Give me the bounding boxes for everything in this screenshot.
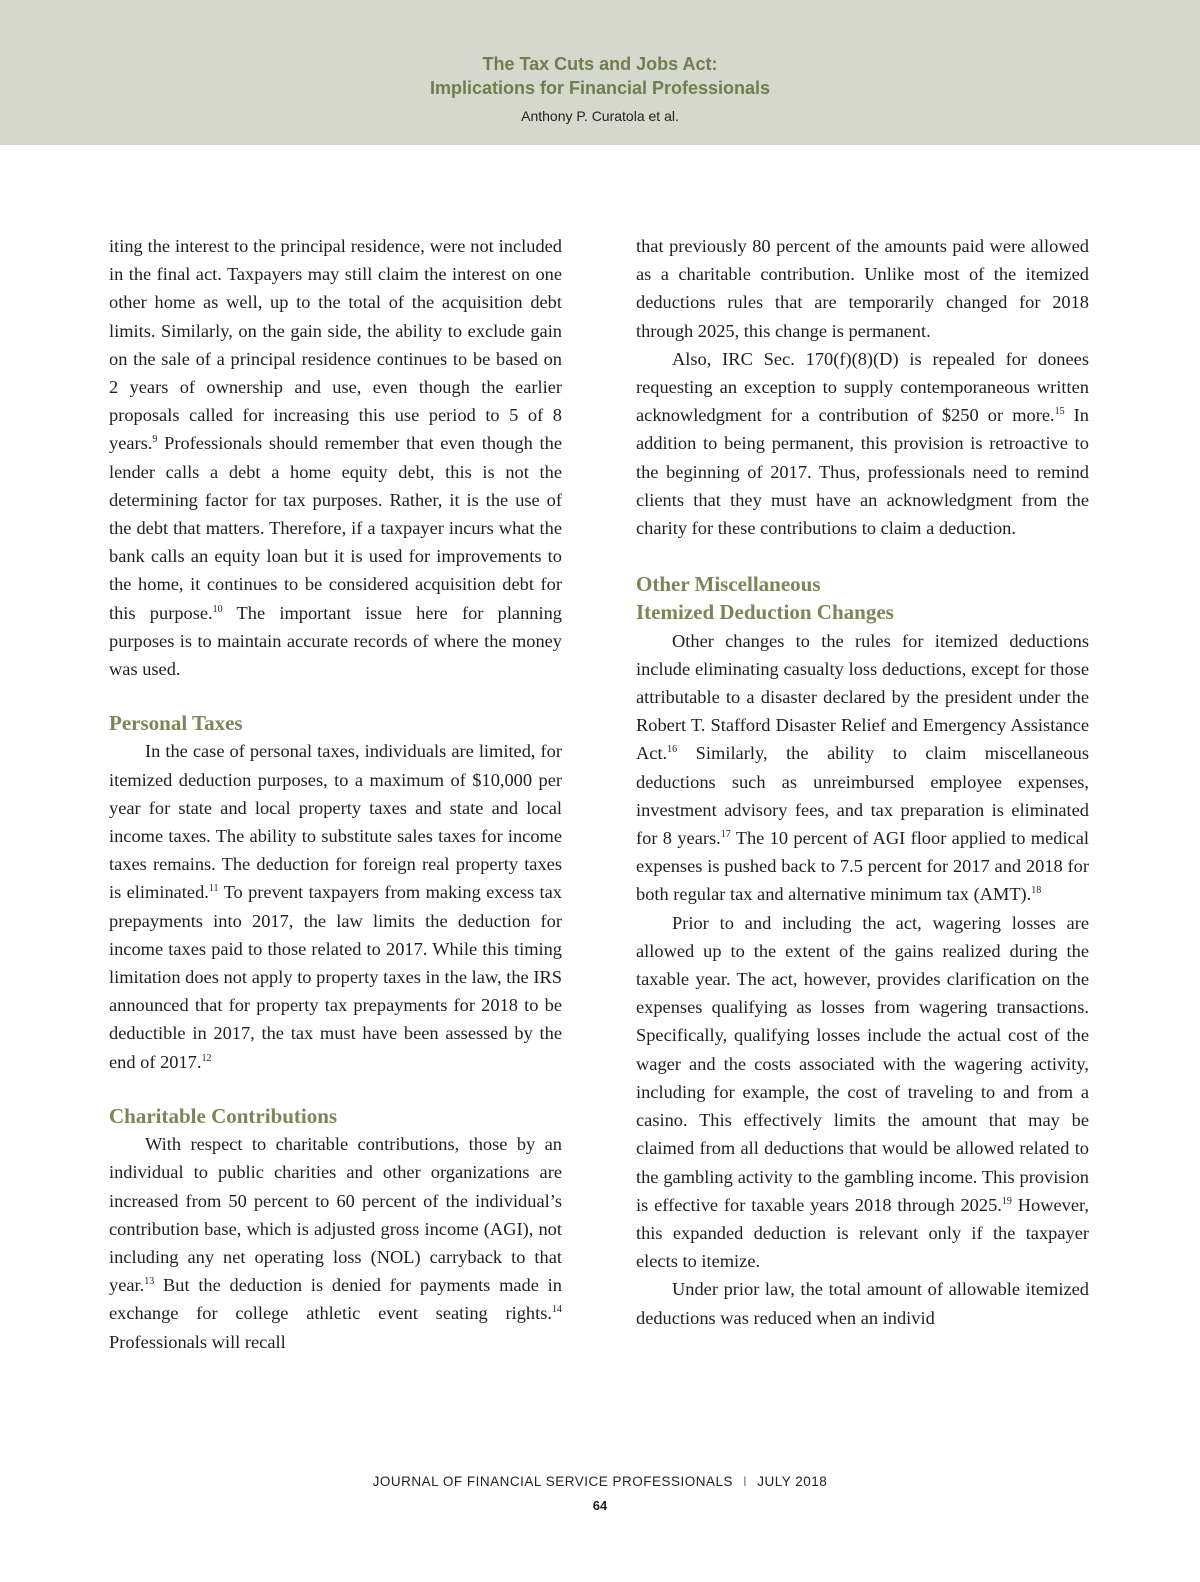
footnote-ref: 16: [667, 744, 678, 756]
paragraph: Other changes to the rules for itemized deductions include eliminating casualty loss deductions, except for those attributable to a disaster declared by the president under the Robert T. Stafford Disaster Relief and Emergency Assistance Act.$^{16}$ Similarly, the ability to claim miscellaneous deductions such as unreimbursed employee expenses, investment advisory fees, and tax preparation is eliminated for 8 years.$^{17}$ The 10 percent of AGI floor applied to medical expenses is pushed back to 7.5 percent for 2017 and 2018 for both regular tax and alternative minimum tax (AMT).$^{18}$: [636, 630, 1089, 905]
footnote-ref: 12: [201, 1052, 212, 1064]
footnote-ref: 18: [1031, 885, 1042, 897]
footnote-ref: 10: [212, 603, 223, 615]
header-title-line1: The Tax Cuts and Jobs Act:: [482, 54, 718, 74]
footnote-ref: 14: [552, 1304, 562, 1316]
footnote-ref: 17: [720, 829, 731, 841]
header-title-line2: Implications for Financial Professionals: [429, 78, 771, 98]
page-number: 64: [592, 1498, 608, 1513]
footnote-ref: 11: [208, 883, 219, 895]
footnote-ref: 19: [1001, 1195, 1012, 1207]
footnote-ref: 9: [152, 434, 158, 446]
running-header: [0, 0, 1200, 145]
journal-name: JOURNAL OF FINANCIAL SERVICE PROFESSIONALS: [372, 1474, 733, 1489]
section-heading: Charitable Contributions: [109, 1103, 338, 1128]
paragraph: Prior to and including the act, wagering losses are allowed up to the extent of the gains realized during the taxable year. The act, however, provides clarification on the expenses qualifying as losses from wagering transactions. Specifically, qualifying losses include the actual cost of the wager and the costs associated with the wagering activity, including for example, the cost of traveling to and from a casino. This effectively limits the amount that may be claimed from all deductions that would be allowed related to the gambling activity to the gambling income. This provision is effective for taxable years 2018 through 2025.19 However, this expanded deduction is relevant only if the taxpayer elects to itemize.: [636, 912, 1089, 1272]
issue-date: JULY 2018: [757, 1474, 828, 1489]
footnote-ref: 13: [144, 1276, 155, 1288]
running-footer: [0, 1474, 1200, 1489]
paragraph: iting the interest to the principal residence, were not included in the final act. Taxpayers may still claim the interest on one other home as well, up to the total of the acquisition debt limits. Similarly, on the gain side, the ability to exclude gain on the sale of a principal residence continues to be based on 2 years of ownership and use, even though the earlier proposals called for increasing this use period to 5 of 8 years.$^9$ Professionals should remember that even though the lender calls a debt a home equity debt, this is not the determining factor for tax purposes. Rather, it is the use of the debt that matters. Therefore, if a taxpayer incurs what the bank calls an equity loan but it is used for improvements to the home, it continues to be considered acquisition debt for this purpose.$^{10}$ The important issue here for planning purposes is to maintain accurate records of where the money was used.: [109, 236, 562, 680]
footer-separator: I: [743, 1474, 748, 1489]
section-heading: Other Miscellaneous Itemized Deduction Changes: [636, 572, 894, 625]
section-heading: Personal Taxes: [109, 711, 243, 736]
paragraph: Also, IRC Sec. 170(f)(8)(D) is repealed for donees requesting an exception to supply contemporaneous written acknowledgment for a contribution of $250 or more.$^{15}$ In addition to being permanent, this provision is retroactive to the beginning of 2017. Thus, professionals need to remind clients that they must have an acknowledgment from the charity for these contributions to claim a deduction.: [636, 348, 1090, 539]
header-author: Anthony P. Curatola et al.: [521, 108, 679, 124]
paragraph: With respect to charitable contributions, those by an individual to public charities and other organizations are increased from 50 percent to 60 percent of the individual’s contribution base, which is adjusted gross income (AGI), not including any net operating loss (NOL) carryback to that year.$^{13}$ But the deduction is denied for payments made in exchange for college athletic event seating rights.$^{14}$ Professionals will recall: [109, 1134, 562, 1352]
footnote-ref: 15: [1054, 406, 1065, 418]
paragraph: In the case of personal taxes, individuals are limited, for itemized deduction purposes, to a maximum of $10,000 per year for state and local property taxes and state and local income taxes. The ability to substitute sales taxes for income taxes remains. The deduction for foreign real property taxes is eliminated.$^{11}$ To prevent taxpayers from making excess tax prepayments into 2017, the law limits the deduction for income taxes paid to those related to 2017. While this timing limitation does not apply to property taxes in the law, the IRS announced that for property tax prepayments for 2018 to be deductible in 2017, the tax must have been assessed by the end of 2017.12: [109, 741, 562, 1072]
left-column: [109, 232, 562, 1356]
paragraph: that previously 80 percent of the amounts paid were allowed as a charitable contribution. Unlike most of the itemized deductions rules that are temporarily changed for 2018 through 2025, this change is permanent.: [636, 236, 1089, 341]
right-column: [636, 232, 1089, 1332]
paragraph: Under prior law, the total amount of allowable itemized deductions was reduced when an individ: [636, 1279, 1089, 1328]
